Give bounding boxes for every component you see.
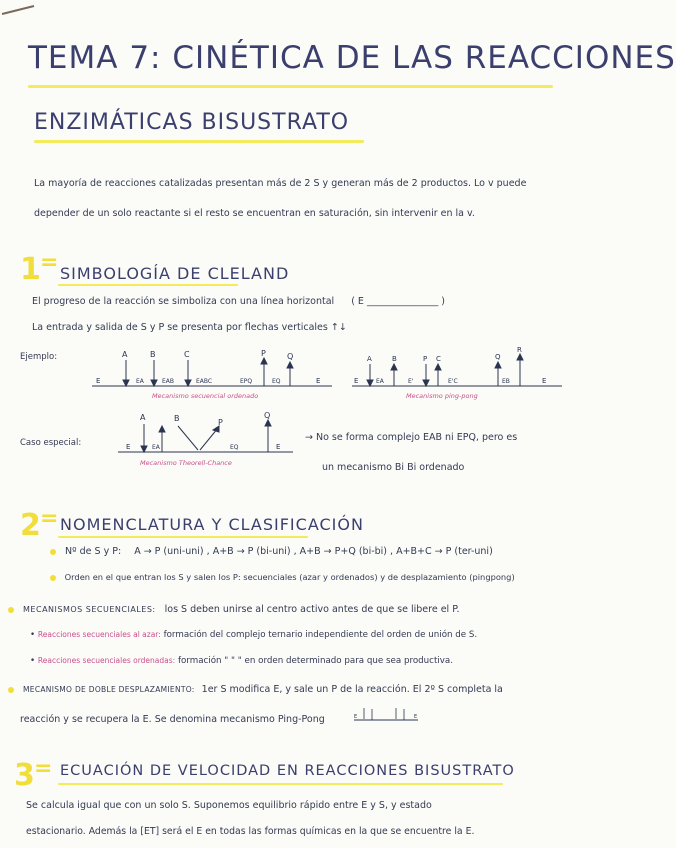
d2-arrow-r: R: [517, 346, 522, 354]
d2-label-eprime: E': [408, 378, 414, 385]
d3-label-ea: EA: [152, 444, 160, 451]
s2-mech-seq-label: MECANISMOS SECUENCIALES:: [23, 605, 156, 614]
section-3-underline: [58, 783, 503, 785]
d3-label-e: E: [126, 443, 131, 451]
d1-label-eab: EAB: [162, 378, 175, 385]
section-2-title: NOMENCLATURA Y CLASIFICACIÓN: [60, 515, 364, 534]
d1-arrow-a: A: [122, 350, 128, 359]
s1-bullet-1-box: ( E _______________ ): [351, 296, 445, 307]
d2-label-e-end: E: [542, 377, 547, 385]
s1-bullet-2: La entrada y salida de S y P se presenta por flechas verticales ↑↓: [32, 322, 347, 333]
d1-label-e: E: [96, 377, 101, 385]
s2-seq-ord-label: Reacciones secuenciales ordenadas:: [37, 656, 176, 665]
section-2-underline: [58, 536, 308, 538]
title-underline: [28, 85, 553, 88]
d2-arrow-p: P: [423, 355, 428, 363]
d2-arrow-b: B: [392, 355, 397, 363]
d2-label-eb: EB: [502, 378, 510, 385]
s2-seq-azar: [30, 630, 477, 640]
section-2-number: 2: [20, 508, 41, 543]
s2-seq-ord-text: formación " " " en orden determinado para que sea productiva.: [177, 656, 453, 666]
s2-sub-1-text: A → P (uni-uni) , A+B → P (bi-uni) , A+B → P+Q (bi-bi) , A+B+C → P (ter-uni): [134, 546, 493, 557]
s2-sub-2-bullet: [50, 575, 56, 581]
s2-sub-2-text: Orden en el que entran los S y salen los P: secuenciales (azar y ordenados) y de desplazamiento (pingpong): [64, 572, 515, 582]
intro-line-1: La mayoría de reacciones catalizadas presentan más de 2 S y generan más de 2 productos. Lo v puede: [34, 178, 527, 189]
d2-arrow-a: A: [367, 355, 372, 363]
s2-seq-azar-label: Reacciones secuenciales al azar:: [37, 630, 161, 639]
d1-label-eq: EQ: [272, 378, 281, 385]
section-1-dash: =: [40, 250, 59, 275]
d3-caption: Mecanismo Theorell-Chance: [140, 459, 232, 467]
s2-seq-azar-dot: •: [30, 630, 36, 640]
s2-seq-azar-text: formación del complejo ternario independiente del orden de unión de S.: [163, 630, 478, 640]
d1-arrow-c: C: [184, 350, 190, 359]
d1-arrow-b: B: [150, 350, 156, 359]
cleland-diagram-theorell-chance: [118, 408, 298, 470]
s2-mech-double-text-2: reacción y se recupera la E. Se denomina mecanismo Ping-Pong: [20, 714, 325, 725]
d2-label-e: E: [354, 377, 359, 385]
s2-mech-double: [8, 684, 503, 695]
s1-special-note-1: → No se forma complejo EAB ni EPQ, pero es: [305, 432, 518, 443]
d3-arrow-b: B: [174, 414, 180, 423]
pingpong-mini-diagram: [352, 700, 422, 726]
section-1-number: 1: [20, 252, 41, 287]
section-3-title: ECUACIÓN DE VELOCIDAD EN REACCIONES BISUSTRATO: [60, 763, 515, 779]
svg-text:E: E: [414, 714, 418, 720]
s1-special-label: Caso especial:: [20, 438, 82, 448]
d3-arrow-p: P: [218, 418, 223, 427]
page-title: TEMA 7: CINÉTICA DE LAS REACCIONES: [28, 40, 676, 76]
d1-label-ea: EA: [136, 378, 144, 385]
s3-line-2: estacionario. Además la [ET] será el E en todas las formas químicas en la que se encuentre la E.: [26, 826, 475, 837]
s2-sub-1-bullet: [50, 549, 56, 555]
s2-mech-double-text-1: 1er S modifica E, y sale un P de la reacción. El 2º S completa la: [201, 684, 503, 695]
d2-arrow-c: C: [436, 355, 441, 363]
s2-sub-1: [50, 546, 493, 557]
s2-sub-1-label: Nº de S y P:: [65, 546, 122, 557]
d2-label-ea: EA: [376, 378, 384, 385]
d1-label-epq: EPQ: [240, 378, 253, 385]
s1-special-note-2: un mecanismo Bi Bi ordenado: [322, 462, 465, 473]
section-3-dash: =: [34, 756, 53, 781]
s2-seq-ord: [30, 656, 453, 666]
cleland-diagram-sequential: [92, 342, 342, 402]
d1-label-eabc: EABC: [196, 378, 213, 385]
page-subtitle: ENZIMÁTICAS BISUSTRATO: [34, 110, 350, 135]
section-1-underline: [58, 284, 238, 286]
s1-bullet-1-text: El progreso de la reacción se simboliza con una línea horizontal: [32, 296, 335, 307]
s2-sub-2: [50, 572, 515, 582]
d1-label-e-end: E: [316, 377, 321, 385]
s1-bullet-1: [32, 296, 445, 307]
s2-mech-seq-text: los S deben unirse al centro activo antes de que se libere el P.: [164, 604, 460, 615]
d1-arrow-p: P: [261, 349, 266, 358]
d2-caption: Mecanismo ping-pong: [406, 392, 478, 400]
section-3-number: 3: [14, 758, 35, 793]
d1-arrow-q: Q: [287, 352, 294, 361]
s2-mech-seq: [8, 604, 459, 615]
section-1-title: SIMBOLOGÍA DE CLELAND: [60, 264, 290, 283]
d2-arrow-q: Q: [495, 353, 501, 361]
s1-example-label: Ejemplo:: [20, 352, 58, 362]
s3-line-1: Se calcula igual que con un solo S. Suponemos equilibrio rápido entre E y S, y estado: [26, 800, 432, 811]
pencil-mark-decoration: [0, 0, 40, 20]
d1-caption: Mecanismo secuencial ordenado: [152, 392, 259, 400]
subtitle-underline: [34, 140, 364, 143]
svg-text:E: E: [354, 714, 358, 720]
cleland-diagram-pingpong: [352, 342, 572, 404]
d3-label-e-end: E: [276, 443, 281, 451]
d3-label-eq: EQ: [230, 444, 239, 451]
s2-mech-double-bullet: [8, 687, 14, 693]
d2-label-eprimec: E'C: [448, 378, 458, 385]
s2-mech-seq-bullet: [8, 607, 14, 613]
d3-arrow-q: Q: [264, 411, 271, 420]
d3-arrow-a: A: [140, 413, 146, 422]
intro-line-2: depender de un solo reactante si el resto se encuentran en saturación, sin intervenir en la v.: [34, 208, 475, 219]
s2-seq-ord-dot: •: [30, 656, 36, 666]
s2-mech-double-label: MECANISMO DE DOBLE DESPLAZAMIENTO:: [23, 685, 195, 694]
section-2-dash: =: [40, 506, 59, 531]
